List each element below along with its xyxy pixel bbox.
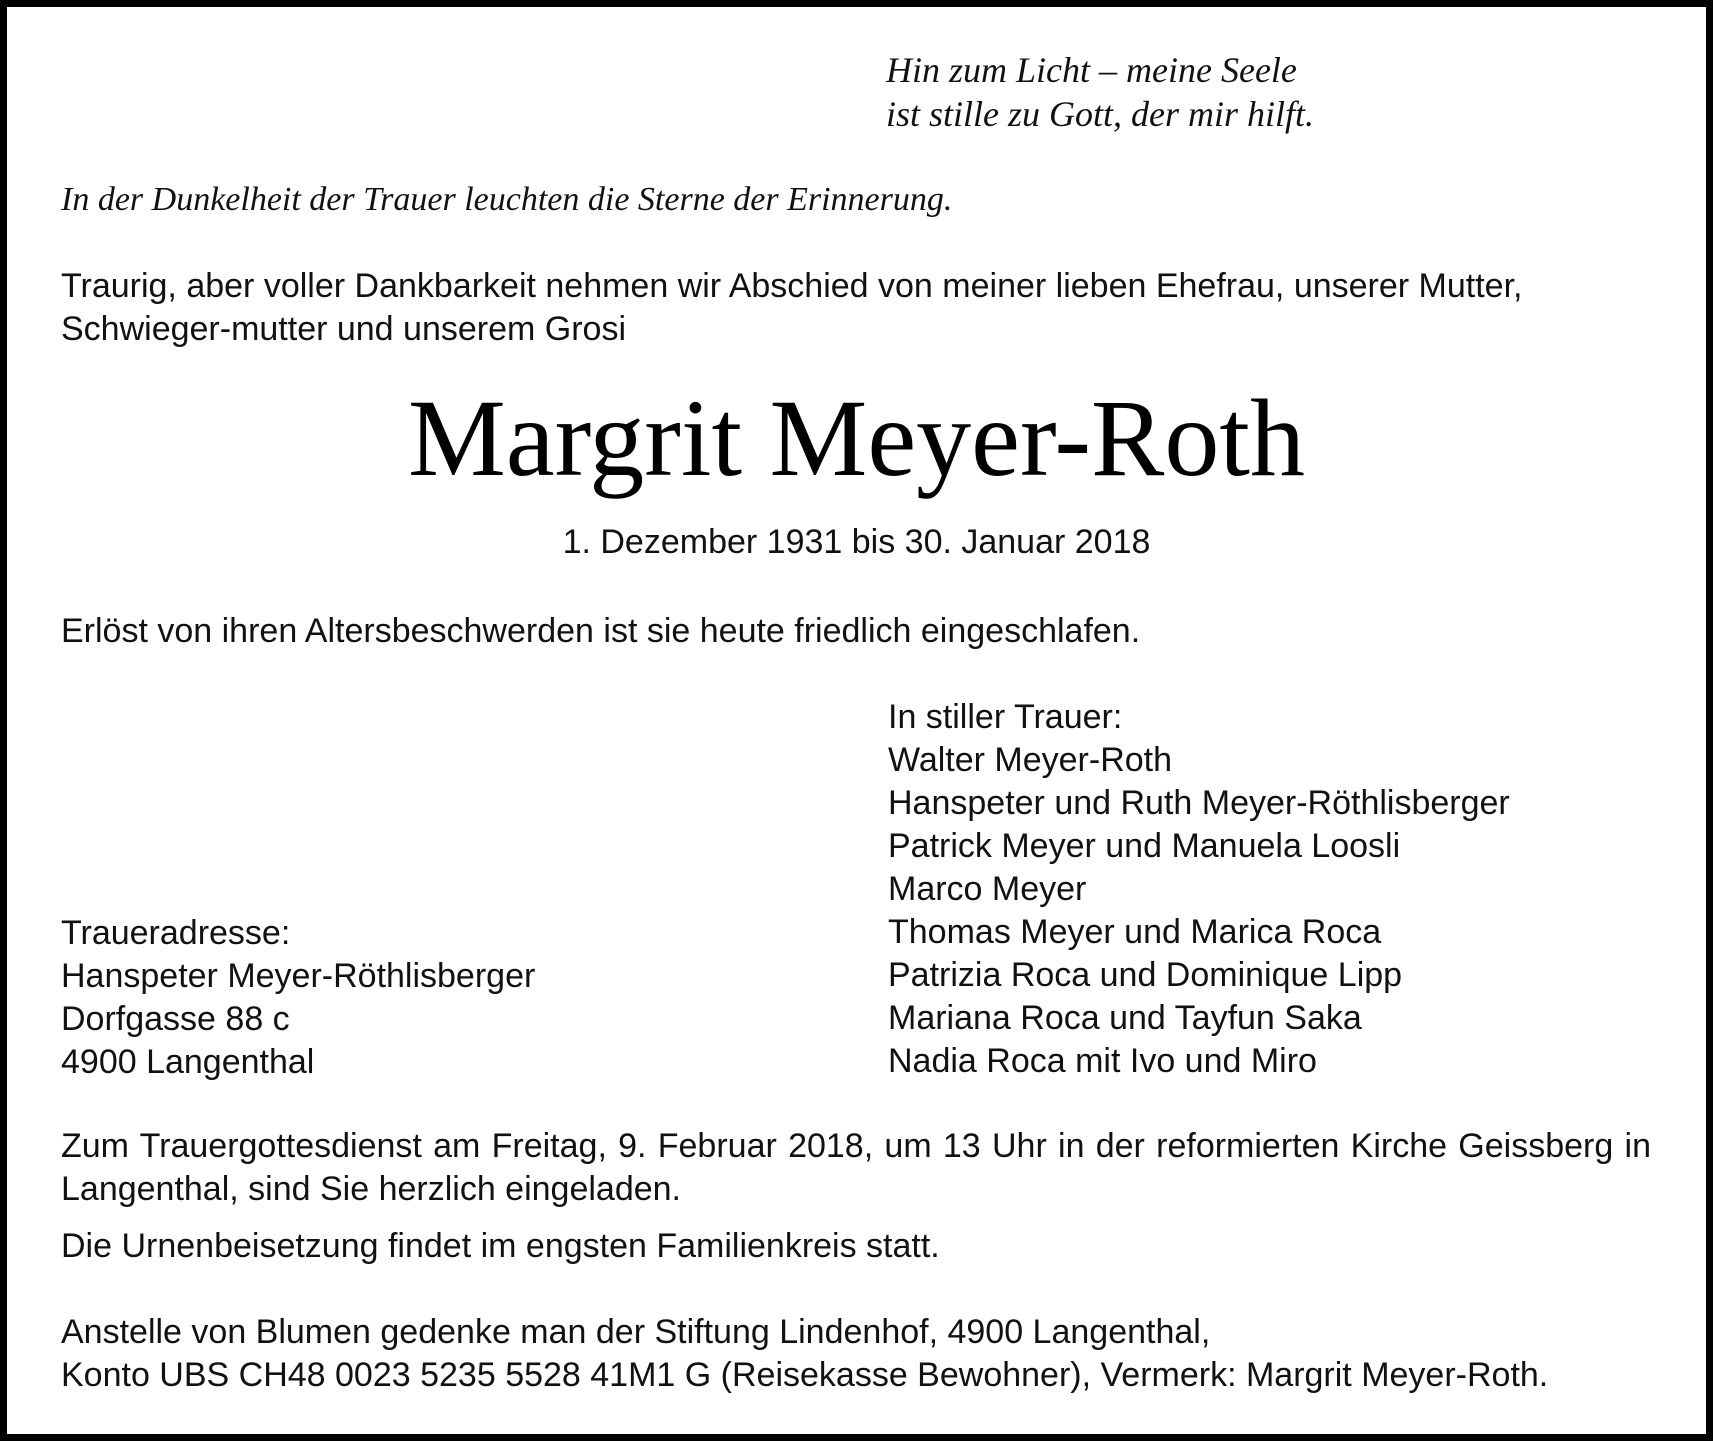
- verse-quote: [886, 48, 1314, 136]
- mourner-name: Thomas Meyer und Marica Roca: [888, 913, 1382, 951]
- mourner-name: Nadia Roca mit Ivo und Miro: [888, 1042, 1317, 1080]
- mourner-name: Patrick Meyer und Manuela Loosli: [888, 827, 1401, 865]
- life-dates: 1. Dezember 1931 bis 30. Januar 2018: [562, 523, 1151, 561]
- mourner-name: Patrizia Roca und Dominique Lipp: [888, 956, 1403, 994]
- donation-note: [61, 1311, 1548, 1397]
- address-city: 4900 Langenthal: [61, 1043, 315, 1081]
- address-heading: Traueradresse:: [61, 914, 291, 952]
- address-street: Dorfgasse 88 c: [61, 1000, 290, 1038]
- address-name: Hanspeter Meyer-Röthlisberger: [61, 957, 536, 995]
- mourner-name: Marco Meyer: [888, 870, 1087, 908]
- mourner-name: Walter Meyer-Roth: [888, 741, 1173, 779]
- service-invitation: Zum Trauergottesdienst am Freitag, 9. Februar 2018, um 13 Uhr in der reformierten Kirche Geissberg in Langenthal, sind Sie herzlich eingeladen.: [61, 1127, 1651, 1208]
- mourner-name: Hanspeter und Ruth Meyer-Röthlisberger: [888, 784, 1510, 822]
- deceased-name: Margrit Meyer-Roth: [408, 377, 1305, 499]
- mourners-list: [888, 696, 1510, 1083]
- donation-line-2: Konto UBS CH48 0023 5235 5528 41M1 G (Reisekasse Bewohner), Vermerk: Margrit Meyer-Roth.: [61, 1356, 1549, 1394]
- mourners-heading: In stiller Trauer:: [888, 698, 1123, 736]
- verse-line-1: Hin zum Licht – meine Seele: [886, 50, 1297, 90]
- mourner-name: Mariana Roca und Tayfun Saka: [888, 999, 1362, 1037]
- intro-paragraph: Traurig, aber voller Dankbarkeit nehmen wir Abschied von meiner lieben Ehefrau, unserer Mutter, Schwieger-mutter und unserem Grosi: [61, 267, 1523, 348]
- release-text: Erlöst von ihren Altersbeschwerden ist sie heute friedlich eingeschlafen.: [61, 612, 1141, 650]
- motto-quote: In der Dunkelheit der Trauer leuchten die Sterne der Erinnerung.: [61, 181, 953, 218]
- donation-line-1: Anstelle von Blumen gedenke man der Stiftung Lindenhof, 4900 Langenthal,: [61, 1313, 1211, 1351]
- urn-burial-note: Die Urnenbeisetzung findet im engsten Familienkreis statt.: [61, 1227, 940, 1265]
- mourning-address: [61, 912, 535, 1084]
- verse-line-2: ist stille zu Gott, der mir hilft.: [886, 94, 1315, 134]
